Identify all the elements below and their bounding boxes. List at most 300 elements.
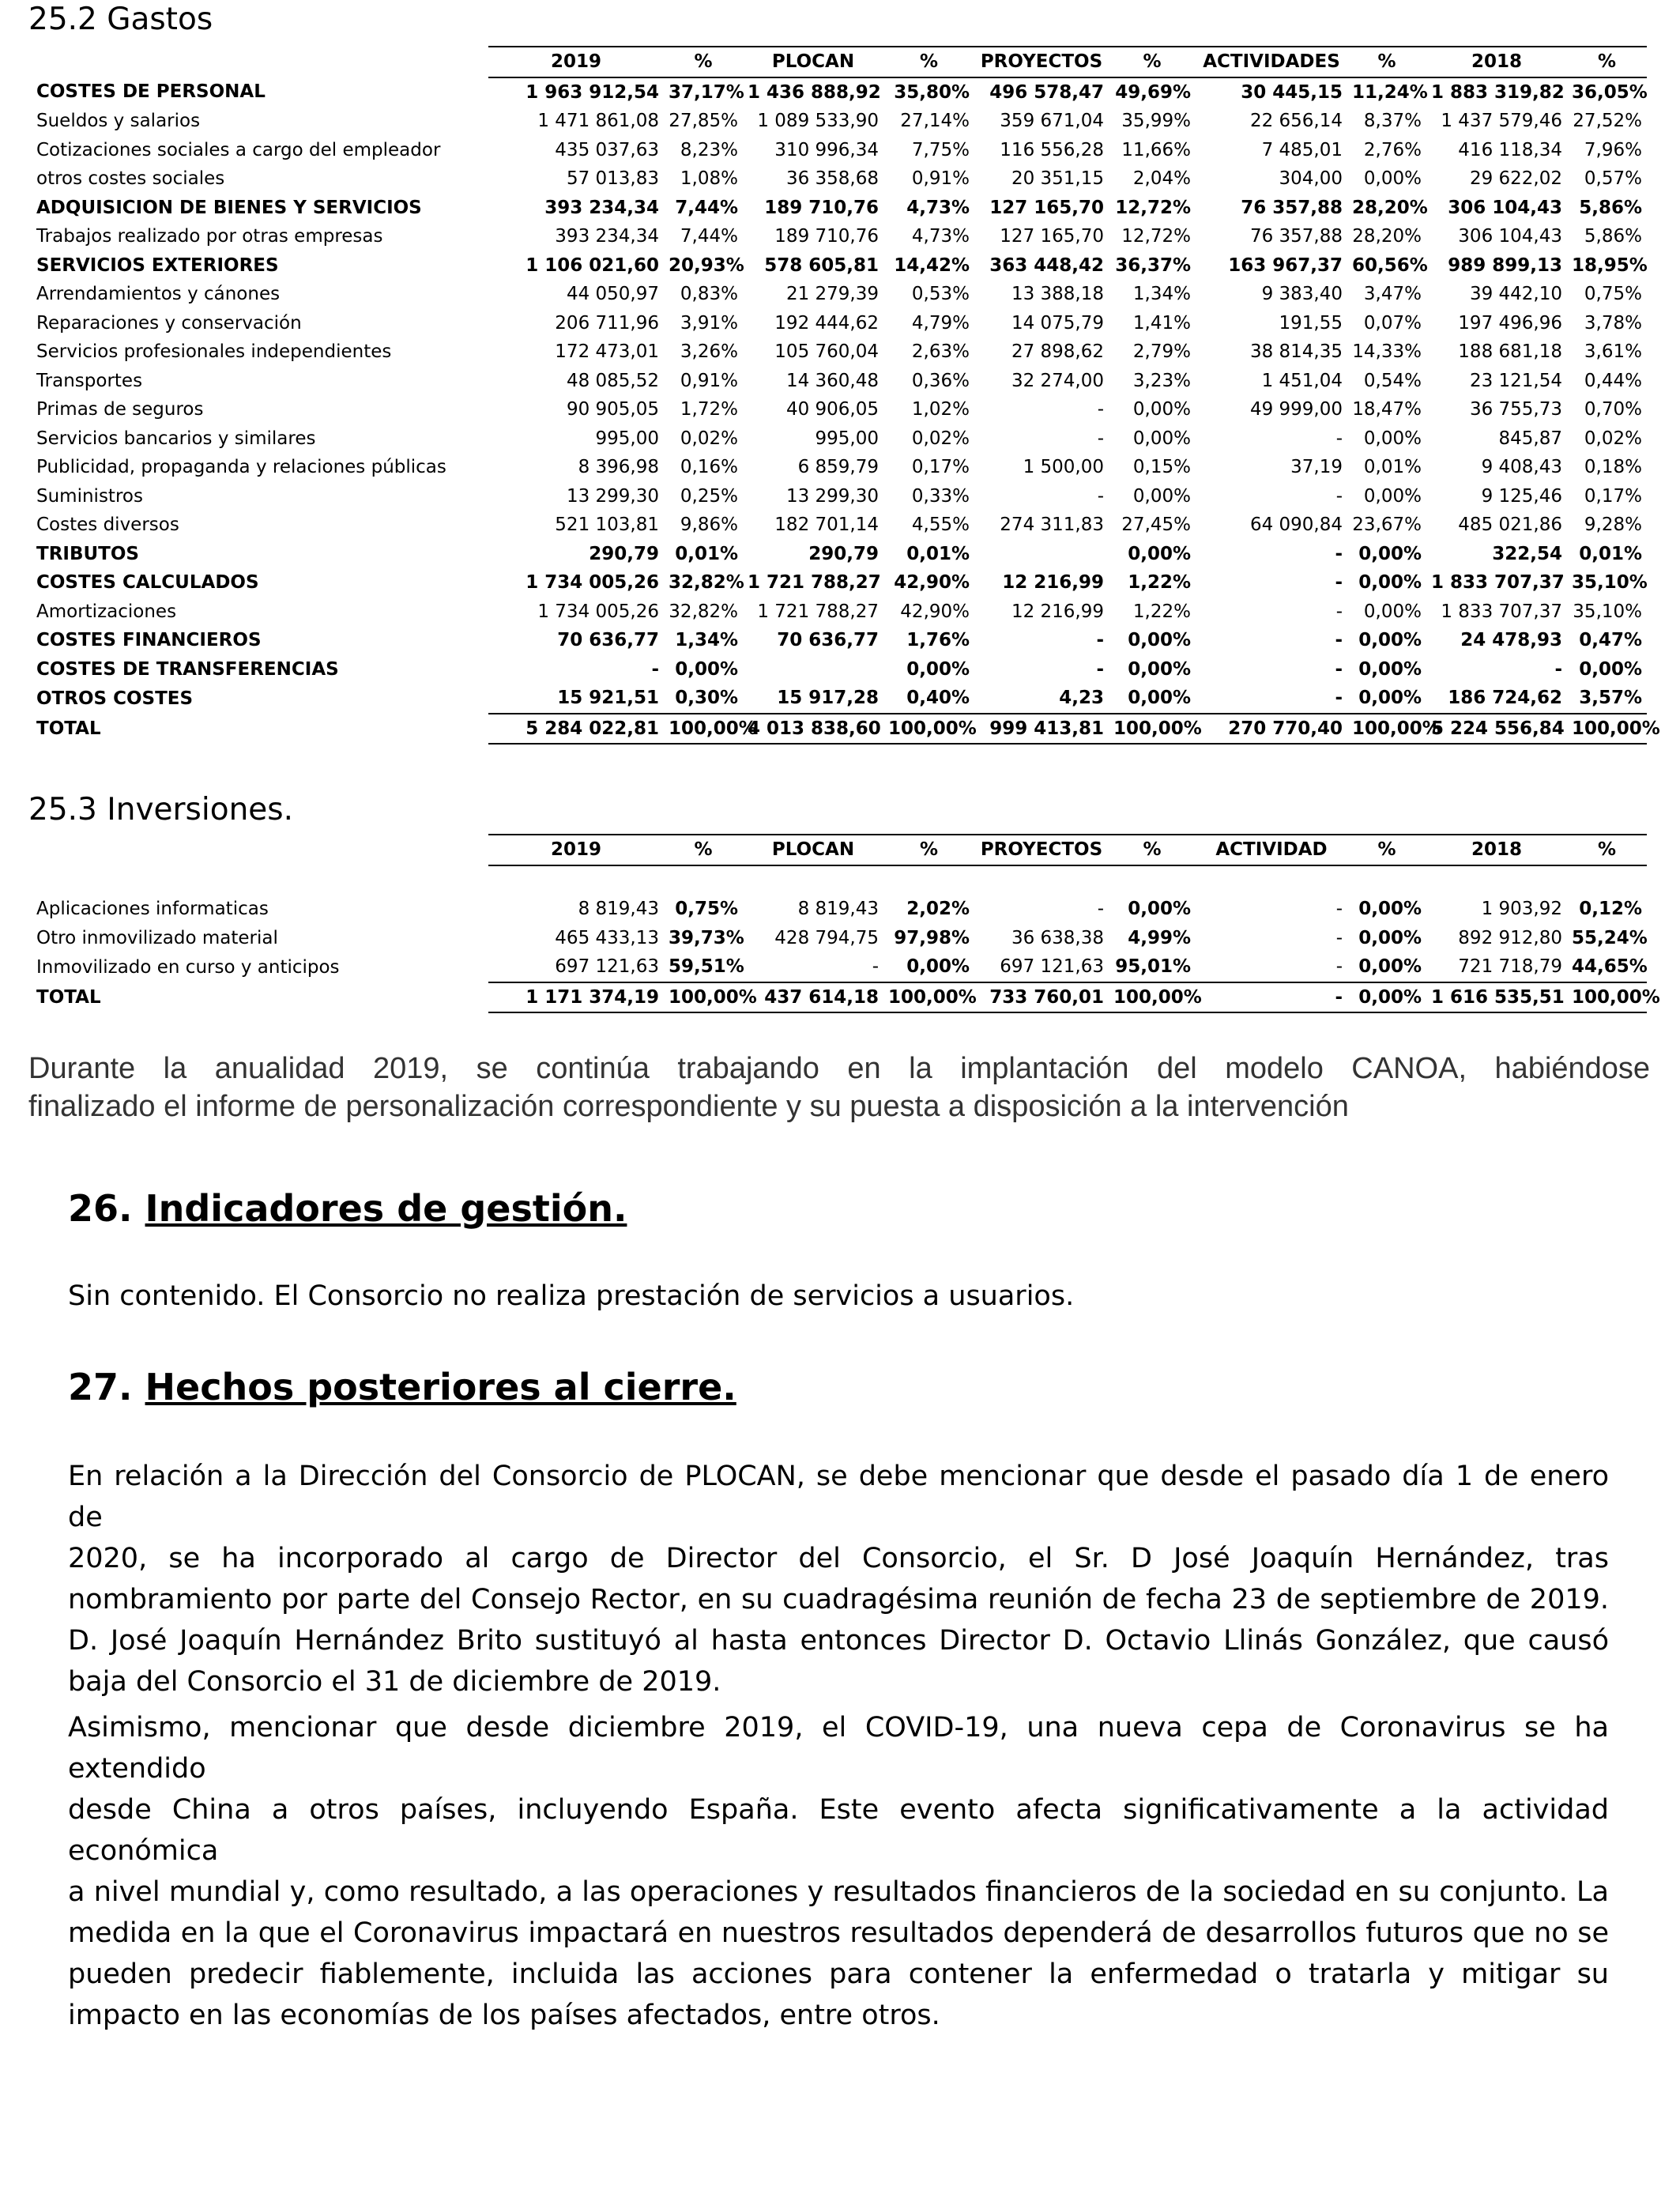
cell-value: 49,69% <box>1115 81 1191 103</box>
cell-value: 1 171 374,19 <box>488 982 664 1013</box>
cell-value: 9 383,40 <box>1261 284 1343 305</box>
cell-value: 100,00% <box>664 982 743 1013</box>
cell-value: 39,73% <box>669 927 744 948</box>
cell-value <box>974 540 1109 569</box>
cell-value: 90 905,05 <box>566 399 659 420</box>
cell-value: 2,76% <box>1363 139 1422 160</box>
cell-value: 4,55% <box>911 515 970 536</box>
cell-value: 0,01% <box>1363 457 1422 478</box>
cell-value: 100,00% <box>1347 714 1426 745</box>
cell-value: 5 224 556,84 <box>1426 714 1567 745</box>
cell-value: 1 721 788,27 <box>748 572 881 594</box>
cell-value: 36 638,38 <box>1011 927 1104 948</box>
cell-value: 188 681,18 <box>1458 341 1562 363</box>
row-label: Sueldos y salarios <box>36 111 201 132</box>
canoa-note <box>28 1050 1650 1125</box>
cell-value: 0,16% <box>680 457 738 478</box>
inversiones-header-cell: 2018 <box>1426 835 1567 865</box>
cell-value: 8 819,43 <box>578 899 659 920</box>
cell-value: 9 408,43 <box>1481 457 1562 478</box>
table-row <box>32 895 1647 924</box>
cell-value: 1,22% <box>1132 601 1191 622</box>
cell-value: 1 436 888,92 <box>748 81 881 103</box>
gastos-header-cell: % <box>664 47 743 77</box>
cell-value: 0,00% <box>1128 630 1191 651</box>
row-label: Arrendamientos y cánones <box>36 284 281 305</box>
table-total-row <box>32 714 1647 745</box>
cell-value: 29 622,02 <box>1469 168 1562 190</box>
paragraph-line: pueden predecir fiablemente, incluida las acciones para contener la enfermedad o tratarla y mitigar su <box>68 1958 1609 1990</box>
cell-value: 0,00% <box>1363 601 1422 622</box>
cell-value: 0,00% <box>1132 399 1191 420</box>
cell-value: 32,82% <box>669 572 744 594</box>
cell-value: 3,61% <box>1584 341 1642 363</box>
inversiones-header-cell: ACTIVIDAD <box>1196 835 1347 865</box>
inversiones-table-body <box>32 895 1660 1012</box>
cell-value: 23,67% <box>1352 515 1422 536</box>
cell-value: 0,33% <box>911 485 970 507</box>
cell-value: 189 710,76 <box>764 197 879 218</box>
row-label: COSTES FINANCIEROS <box>36 630 262 651</box>
cell-value: 13 299,30 <box>785 485 879 507</box>
cell-value: 60,56% <box>1352 254 1428 276</box>
cell-value: 182 701,14 <box>774 515 879 536</box>
table-row <box>32 222 1647 251</box>
cell-value: 13 388,18 <box>1011 284 1104 305</box>
paragraph-line: medida en la que el Coronavirus impactará en nuestros resultados dependerá de desarrollos futuros que no se <box>68 1917 1609 1949</box>
cell-value: 0,02% <box>680 428 738 449</box>
cell-value: 0,18% <box>1584 457 1642 478</box>
cell-value: 27 898,62 <box>1011 341 1104 363</box>
cell-value: 1,02% <box>911 399 970 420</box>
cell-value: 721 718,79 <box>1458 956 1562 978</box>
section-26-title: Indicadores de gestión. <box>145 1187 627 1230</box>
cell-value: 49 999,00 <box>1249 399 1343 420</box>
cell-value: 39 442,10 <box>1469 284 1562 305</box>
cell-value: 9 125,46 <box>1481 485 1562 507</box>
cell-value: 5,86% <box>1579 197 1642 218</box>
cell-value: 100,00% <box>1567 714 1647 745</box>
cell-value: 437 614,18 <box>743 982 883 1013</box>
cell-value: 14,33% <box>1352 341 1422 363</box>
cell-value: 1 437 579,46 <box>1441 111 1562 132</box>
gastos-section-title: 25.2 Gastos <box>28 2 213 37</box>
inversiones-table <box>32 834 1660 1013</box>
cell-value: 76 357,88 <box>1249 226 1343 247</box>
cell-value: 24 478,93 <box>1460 630 1562 651</box>
cell-value: 310 996,34 <box>774 139 879 160</box>
table-row <box>32 453 1647 482</box>
paragraph-line: D. José Joaquín Hernández Brito sustituyó al hasta entonces Director D. Octavio Llinás González, que causó <box>68 1625 1609 1657</box>
cell-value: 44 050,97 <box>566 284 659 305</box>
cell-value: 0,00% <box>1358 658 1422 680</box>
gastos-table <box>32 46 1660 745</box>
inversiones-header-cell: PLOCAN <box>743 835 883 865</box>
cell-value: 0,12% <box>1579 899 1642 920</box>
section-26-heading <box>68 1187 627 1230</box>
cell-value: 697 121,63 <box>1000 956 1104 978</box>
cell-value: 0,30% <box>675 688 738 709</box>
cell-value: 2,04% <box>1132 168 1191 190</box>
table-row <box>32 309 1647 338</box>
paragraph-line: Asimismo, mencionar que desde diciembre 2019, el COVID-19, una nueva cepa de Coronavirus se ha extendido <box>68 1712 1609 1785</box>
cell-value: - <box>1097 399 1104 420</box>
cell-value: 0,17% <box>1584 485 1642 507</box>
cell-value: 1 833 707,37 <box>1431 572 1565 594</box>
cell-value: 32 274,00 <box>1011 370 1104 391</box>
cell-value: - <box>1335 428 1343 449</box>
cell-value: 0,83% <box>680 284 738 305</box>
cell-value: 27,14% <box>900 111 970 132</box>
cell-value: 393 234,34 <box>544 197 659 218</box>
cell-value: - <box>1335 688 1343 709</box>
cell-value: 0,00% <box>1128 543 1191 564</box>
cell-value: 7,96% <box>1584 139 1642 160</box>
gastos-header-cell: 2019 <box>488 47 664 77</box>
cell-value: 0,00% <box>1128 658 1191 680</box>
cell-value: 36,05% <box>1572 81 1648 103</box>
cell-value: 435 037,63 <box>555 139 659 160</box>
cell-value: 733 760,01 <box>974 982 1109 1013</box>
cell-value: 4,99% <box>1128 927 1191 948</box>
gastos-header-cell: % <box>1347 47 1426 77</box>
cell-value: - <box>1096 658 1104 680</box>
cell-value: 127 165,70 <box>1000 226 1104 247</box>
cell-value: 7,44% <box>680 226 738 247</box>
cell-value: 40 906,05 <box>785 399 879 420</box>
cell-value: 1,41% <box>1132 312 1191 334</box>
cell-value: 2,79% <box>1132 341 1191 363</box>
cell-value: 0,00% <box>1358 956 1422 978</box>
cell-value: 5,86% <box>1584 226 1642 247</box>
section-27-paragraph-1 <box>68 1456 1609 1702</box>
cell-value: 999 413,81 <box>974 714 1109 745</box>
gastos-header-cell: ACTIVIDADES <box>1196 47 1347 77</box>
row-label: Suministros <box>36 485 143 507</box>
cell-value: 0,47% <box>1579 630 1642 651</box>
canoa-note-line: finalizado el informe de personalización correspondiente y su puesta a disposición a la intervención <box>28 1090 1349 1123</box>
table-row <box>32 194 1647 223</box>
section-27-title: Hechos posteriores al cierre. <box>145 1366 736 1408</box>
cell-value: 100,00% <box>1567 982 1647 1013</box>
cell-value: 116 556,28 <box>1000 139 1104 160</box>
row-label: COSTES CALCULADOS <box>36 572 259 594</box>
row-label: TRIBUTOS <box>36 543 139 564</box>
cell-value: 191,55 <box>1279 312 1343 334</box>
cell-value: - <box>1096 630 1104 651</box>
cell-value: 70 636,77 <box>777 630 879 651</box>
table-total-row <box>32 982 1647 1013</box>
table-row <box>32 924 1647 953</box>
cell-value: 0,91% <box>911 168 970 190</box>
cell-value: 1 963 912,54 <box>525 81 659 103</box>
cell-value: 578 605,81 <box>764 254 879 276</box>
cell-value: 892 912,80 <box>1458 927 1562 948</box>
cell-value: 290,79 <box>808 543 879 564</box>
cell-value: 100,00% <box>1109 982 1196 1013</box>
cell-value: 2,02% <box>906 899 970 920</box>
cell-value: 0,40% <box>906 688 970 709</box>
cell-value: 32,82% <box>669 601 738 622</box>
row-label: Cotizaciones sociales a cargo del empleador <box>36 139 441 160</box>
cell-value: 3,26% <box>680 341 738 363</box>
cell-value: 44,65% <box>1572 956 1648 978</box>
cell-value: 0,02% <box>1584 428 1642 449</box>
row-label: Reparaciones y conservación <box>36 312 302 334</box>
cell-value: 1,76% <box>906 630 970 651</box>
cell-value: 1,72% <box>680 399 738 420</box>
cell-value: 0,01% <box>1579 543 1642 564</box>
gastos-header-cell: PLOCAN <box>743 47 883 77</box>
cell-value: - <box>1335 543 1343 564</box>
cell-value: 7,44% <box>675 197 738 218</box>
row-label: TOTAL <box>36 986 101 1008</box>
cell-value: - <box>1196 982 1347 1013</box>
table-row <box>32 77 1647 107</box>
cell-value: 18,47% <box>1352 399 1422 420</box>
cell-value: - <box>1335 630 1343 651</box>
table-row <box>32 424 1647 454</box>
cell-value: 428 794,75 <box>774 927 879 948</box>
cell-value: 27,45% <box>1121 515 1191 536</box>
paragraph-line: desde China a otros países, incluyendo España. Este evento afecta significativamente a la actividad económica <box>68 1794 1609 1867</box>
table-row <box>32 107 1647 136</box>
cell-value: 6 859,79 <box>797 457 879 478</box>
cell-value <box>743 655 883 684</box>
cell-value: 8,37% <box>1363 111 1422 132</box>
cell-value: 393 234,34 <box>555 226 659 247</box>
paragraph-line: En relación a la Dirección del Consorcio de PLOCAN, se debe mencionar que desde el pasado día 1 de enero de <box>68 1461 1609 1533</box>
cell-value: 11,66% <box>1121 139 1191 160</box>
inversiones-header-cell: PROYECTOS <box>974 835 1109 865</box>
cell-value: - <box>1335 956 1343 978</box>
row-label: Transportes <box>36 370 143 391</box>
cell-value: 0,00% <box>1358 572 1422 594</box>
row-label: COSTES DE PERSONAL <box>36 81 266 103</box>
cell-value: 36,37% <box>1115 254 1191 276</box>
cell-value: 0,00% <box>1579 658 1642 680</box>
cell-value: 20,93% <box>669 254 744 276</box>
paragraph-line: baja del Consorcio el 31 de diciembre de 2019. <box>68 1666 721 1698</box>
table-row <box>32 598 1647 627</box>
cell-value: 995,00 <box>595 428 659 449</box>
cell-value: - <box>1335 485 1343 507</box>
cell-value: - <box>1335 899 1343 920</box>
cell-value: 1 089 533,90 <box>757 111 879 132</box>
cell-value: 37,17% <box>669 81 744 103</box>
cell-value: 42,90% <box>900 601 970 622</box>
inversiones-header-cell: % <box>1567 835 1647 865</box>
row-label: Servicios bancarios y similares <box>36 428 316 449</box>
cell-value: 0,00% <box>1132 485 1191 507</box>
cell-value: 105 760,04 <box>774 341 879 363</box>
cell-value: 697 121,63 <box>555 956 659 978</box>
cell-value: 28,20% <box>1352 197 1428 218</box>
cell-value: 9,86% <box>680 515 738 536</box>
cell-value: 1 500,00 <box>1023 457 1104 478</box>
cell-value: 1 833 707,37 <box>1441 601 1562 622</box>
cell-value: 0,01% <box>675 543 738 564</box>
cell-value: 36 755,73 <box>1469 399 1562 420</box>
table-row <box>32 395 1647 424</box>
table-row <box>32 952 1647 982</box>
cell-value: 186 724,62 <box>1448 688 1562 709</box>
cell-value: 70 636,77 <box>557 630 659 651</box>
table-row <box>32 568 1647 598</box>
cell-value: - <box>1335 658 1343 680</box>
cell-value: 0,00% <box>1358 688 1422 709</box>
row-label: ADQUISICION DE BIENES Y SERVICIOS <box>36 197 422 218</box>
cell-value: 30 445,15 <box>1241 81 1343 103</box>
cell-value: 8 396,98 <box>578 457 659 478</box>
cell-value: 0,00% <box>1128 688 1191 709</box>
cell-value: 0,00% <box>1132 428 1191 449</box>
gastos-header-blank <box>32 47 488 77</box>
cell-value: 845,87 <box>1498 428 1562 449</box>
cell-value: 995,00 <box>815 428 879 449</box>
cell-value: 270 770,40 <box>1196 714 1347 745</box>
paragraph-line: impacto en las economías de los países afectados, entre otros. <box>68 2000 940 2031</box>
cell-value: 0,57% <box>1584 168 1642 190</box>
section-27-heading <box>68 1366 736 1408</box>
table-row <box>32 655 1647 684</box>
cell-value: 35,10% <box>1573 601 1642 622</box>
cell-value: 14 360,48 <box>785 370 879 391</box>
cell-value: 12 216,99 <box>1011 601 1104 622</box>
cell-value: 416 118,34 <box>1458 139 1562 160</box>
cell-value: 465 433,13 <box>555 927 659 948</box>
cell-value: 12,72% <box>1121 226 1191 247</box>
cell-value: 1 451,04 <box>1261 370 1343 391</box>
cell-value: 20 351,15 <box>1011 168 1104 190</box>
section-27-paragraph-2 <box>68 1707 1609 2036</box>
cell-value: 0,25% <box>680 485 738 507</box>
cell-value: 27,52% <box>1573 111 1642 132</box>
cell-value: 0,01% <box>906 543 970 564</box>
row-label: Inmovilizado en curso y anticipos <box>36 956 340 978</box>
row-label: Trabajos realizado por otras empresas <box>36 226 383 247</box>
cell-value: 4,79% <box>911 312 970 334</box>
cell-value: 76 357,88 <box>1241 197 1343 218</box>
cell-value: 989 899,13 <box>1448 254 1562 276</box>
cell-value: - <box>1097 485 1104 507</box>
table-row <box>32 337 1647 367</box>
inversiones-spacer-row <box>32 865 1647 895</box>
cell-value: 4 013 838,60 <box>743 714 883 745</box>
table-row <box>32 367 1647 396</box>
inversiones-header-blank <box>32 835 488 865</box>
gastos-header-cell: % <box>1567 47 1647 77</box>
cell-value: 0,15% <box>1132 457 1191 478</box>
cell-value: 0,00% <box>1128 899 1191 920</box>
cell-value: 274 311,83 <box>1000 515 1104 536</box>
cell-value: 100,00% <box>883 714 974 745</box>
cell-value: 163 967,37 <box>1228 254 1343 276</box>
row-label: SERVICIOS EXTERIORES <box>36 254 279 276</box>
cell-value: 1 734 005,26 <box>525 572 659 594</box>
row-label: OTROS COSTES <box>36 688 194 709</box>
row-label: otros costes sociales <box>36 168 225 190</box>
cell-value: 206 711,96 <box>555 312 659 334</box>
cell-value: 1 734 005,26 <box>537 601 659 622</box>
cell-value: 22 656,14 <box>1249 111 1343 132</box>
cell-value: 3,91% <box>680 312 738 334</box>
cell-value: 0,75% <box>675 899 738 920</box>
cell-value: - <box>651 658 659 680</box>
cell-value: 0,36% <box>911 370 970 391</box>
table-row <box>32 482 1647 511</box>
inversiones-section-title: 25.3 Inversiones. <box>28 792 294 827</box>
cell-value: 127 165,70 <box>989 197 1104 218</box>
cell-value: 4,73% <box>911 226 970 247</box>
cell-value: 0,07% <box>1363 312 1422 334</box>
table-row <box>32 164 1647 194</box>
cell-value: 363 448,42 <box>989 254 1104 276</box>
cell-value: 42,90% <box>894 572 970 594</box>
row-label: Costes diversos <box>36 515 179 536</box>
cell-value: 4,23 <box>1059 688 1104 709</box>
cell-value: 100,00% <box>664 714 743 745</box>
cell-value: 1,34% <box>1132 284 1191 305</box>
section-26-text <box>68 1276 1609 1317</box>
row-label: TOTAL <box>36 718 101 739</box>
cell-value: 306 104,43 <box>1458 226 1562 247</box>
inversiones-header-row <box>32 835 1647 865</box>
cell-value: 8 819,43 <box>797 899 879 920</box>
cell-value: 35,99% <box>1121 111 1191 132</box>
cell-value: 0,00% <box>675 658 738 680</box>
cell-value: 15 917,28 <box>777 688 879 709</box>
inversiones-header-cell: % <box>1109 835 1196 865</box>
cell-value: - <box>1097 428 1104 449</box>
gastos-table-body <box>32 77 1660 745</box>
cell-value: 1 616 535,51 <box>1426 982 1567 1013</box>
table-row <box>32 684 1647 714</box>
row-label: Otro inmovilizado material <box>36 927 278 948</box>
cell-value: 3,23% <box>1132 370 1191 391</box>
cell-value: 290,79 <box>589 543 659 564</box>
gastos-header-cell: % <box>883 47 974 77</box>
cell-value: 1 721 788,27 <box>757 601 879 622</box>
cell-value: - <box>1335 601 1343 622</box>
cell-value: 189 710,76 <box>774 226 879 247</box>
cell-value: 59,51% <box>669 956 744 978</box>
row-label: Publicidad, propaganda y relaciones públicas <box>36 457 446 478</box>
cell-value: 35,10% <box>1572 572 1648 594</box>
cell-value: 1,22% <box>1128 572 1191 594</box>
cell-value: 1,34% <box>675 630 738 651</box>
cell-value: - <box>1335 927 1343 948</box>
cell-value: 11,24% <box>1352 81 1428 103</box>
cell-value: 48 085,52 <box>566 370 659 391</box>
cell-value: 0,00% <box>906 956 970 978</box>
cell-value: 3,47% <box>1363 284 1422 305</box>
cell-value: 64 090,84 <box>1249 515 1343 536</box>
gastos-header-row <box>32 47 1647 77</box>
cell-value: 485 021,86 <box>1458 515 1562 536</box>
cell-value: 0,00% <box>1363 168 1422 190</box>
cell-value: 0,00% <box>1347 982 1426 1013</box>
cell-value: 496 578,47 <box>989 81 1104 103</box>
canoa-note-line: Durante la anualidad 2019, se continúa trabajando en la implantación del modelo CANOA, habiéndose <box>28 1052 1650 1085</box>
cell-value: 306 104,43 <box>1448 197 1562 218</box>
cell-value: 0,00% <box>1358 927 1422 948</box>
cell-value: 23 121,54 <box>1469 370 1562 391</box>
cell-value: 21 279,39 <box>785 284 879 305</box>
section-26-text-line: Sin contenido. El Consorcio no realiza prestación de servicios a usuarios. <box>68 1280 1075 1312</box>
cell-value: 38 814,35 <box>1249 341 1343 363</box>
cell-value: 27,85% <box>669 111 738 132</box>
